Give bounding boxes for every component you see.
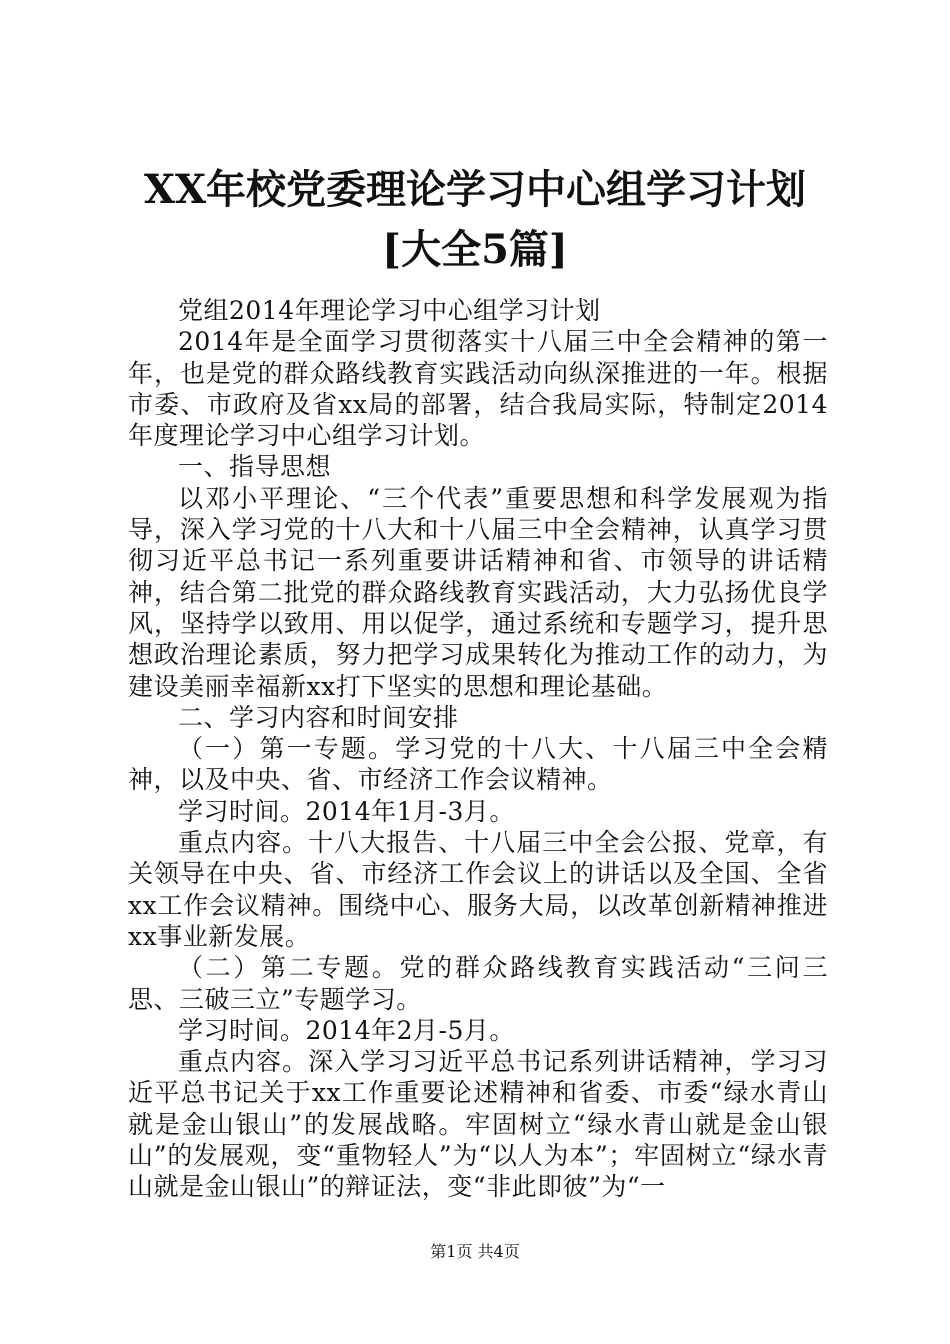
page-footer: 第1页 共4页 <box>430 1242 520 1261</box>
paragraph-intro: 2014年是全面学习贯彻落实十八届三中全会精神的第一年，也是党的群众路线教育实践活动向纵深推进的一年。根据市委、市政府及省xx局的部署，结合我局实际，特制定2014年度理论学习中心组学习计划。 <box>128 327 828 451</box>
paragraph-subtitle: 党组2014年理论学习中心组学习计划 <box>178 296 601 325</box>
paragraph-topic-one: （一）第一专题。学习党的十八大、十八届三中全会精神，以及中央、省、市经济工作会议精神。 <box>128 734 828 795</box>
paragraph-guiding-thought: 以邓小平理论、“三个代表”重要思想和科学发展观为指导，深入学习党的十八大和十八届三中全会精神，认真学习贯彻习近平总书记一系列重要讲话精神和省、市领导的讲话精神，结合第二批党的群众路线教育实践活动，大力弘扬优良学风，坚持学以致用、用以促学，通过系统和专题学习，提升思想政治理论素质，努力把学习成果转化为推动工作的动力，为建设美丽幸福新xx打下坚实的思想和理论基础。 <box>128 483 828 701</box>
document-body <box>128 295 828 1203</box>
section-heading-guiding-thought: 一、指导思想 <box>178 452 332 482</box>
document-title: XX年校党委理论学习中心组学习计划[大全5篇] <box>143 166 807 273</box>
paragraph-topic-two-time: 学习时间。2014年2月-5月。 <box>178 1015 515 1045</box>
paragraph-topic-two-focus: 重点内容。深入学习习近平总书记系列讲话精神，学习习近平总书记关于xx工作重要论述精神和省委、市委“绿水青山就是金山银山”的发展战略。牢固树立“绿水青山就是金山银山”的发展观，变“重物轻人”为“以人为本”；牢固树立“绿水青山就是金山银山”的辩证法，变“非此即彼”为“一 <box>128 1047 828 1202</box>
paragraph-topic-two: （二）第二专题。党的群众路线教育实践活动“三问三思、三破三立”专题学习。 <box>128 953 828 1014</box>
section-heading-study-content: 二、学习内容和时间安排 <box>178 702 459 732</box>
paragraph-topic-one-focus: 重点内容。十八大报告、十八届三中全会公报、党章，有关领导在中央、省、市经济工作会议上的讲话以及全国、全省xx工作会议精神。围绕中心、服务大局，以改革创新精神推进xx事业新发展。 <box>128 828 828 951</box>
paragraph-topic-one-time: 学习时间。2014年1月-3月。 <box>178 796 515 826</box>
